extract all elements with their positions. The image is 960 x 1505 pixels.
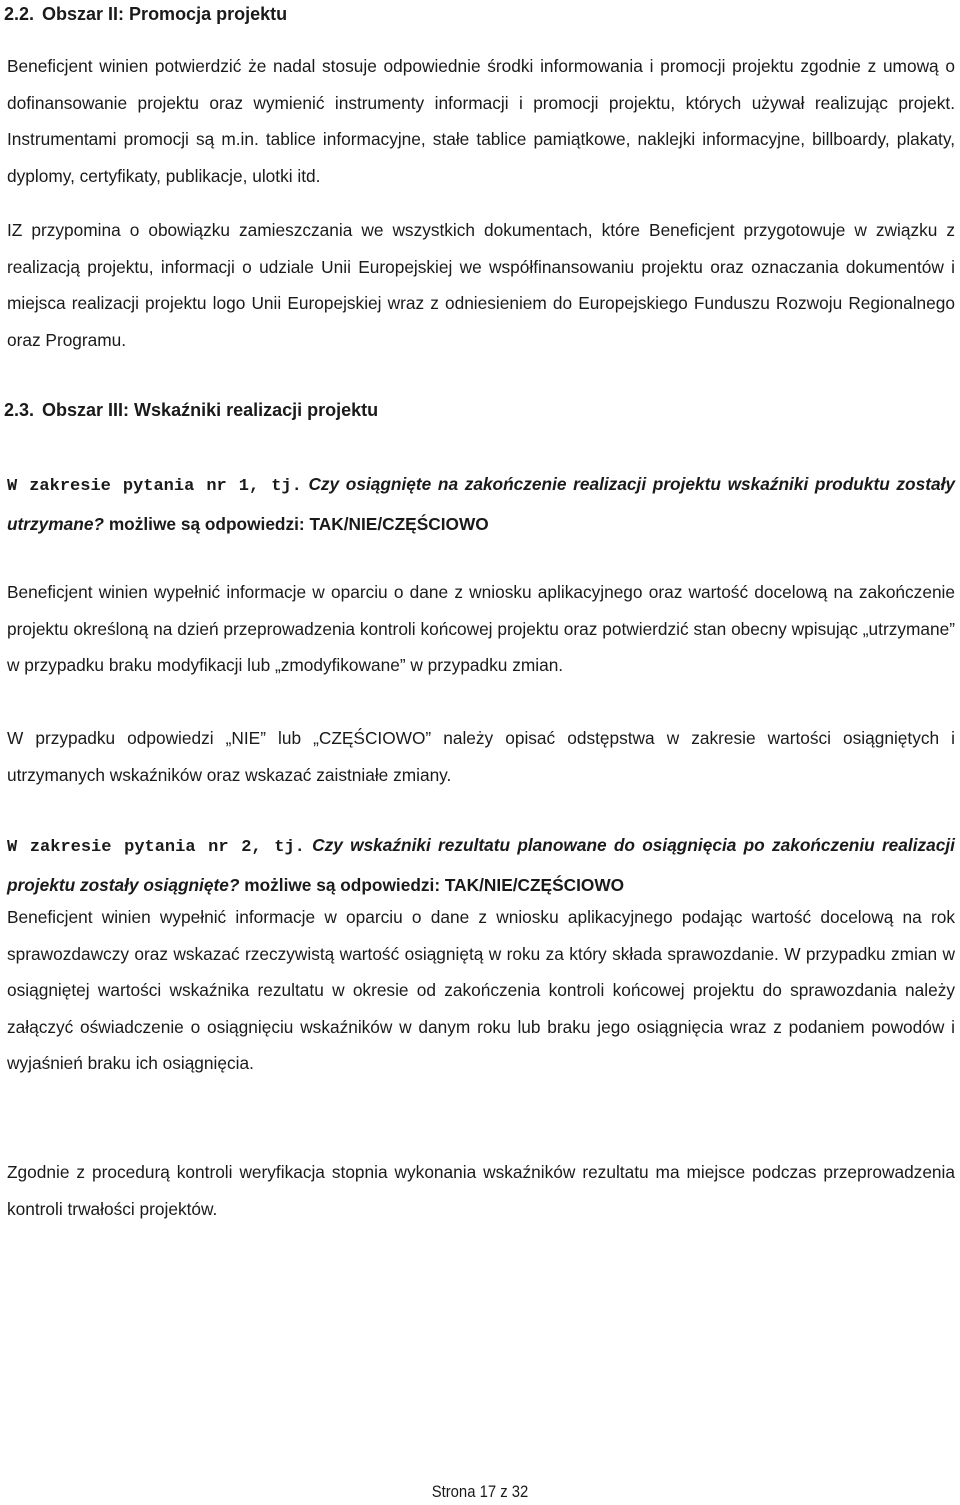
promotion-paragraph: Beneficjent winien potwierdzić że nadal stosuje odpowiednie środki informowania i promocji projektu zgodnie z umową o dofinansowanie projektu oraz wymienić instrumenty informacji i promocji projektu, których używał realizując projekt. Instrumentami promocji są m.in. tablice informacyjne, stałe tablice pamiątkowe, naklejki informacyjne, billboardy, plakaty, dyplomy, certyfikaty, publikacje, ulotki itd. (7, 56, 955, 186)
section-title: Obszar II: Promocja projektu (42, 4, 288, 24)
question-1-paragraph-1: Beneficjent winien wypełnić informacje w oparciu o dane z wniosku aplikacyjnego oraz wartość docelową na zakończenie projektu określoną na dzień przeprowadzenia kontroli końcowej projektu oraz potwierdzić stan obecny wpisując „utrzymane” w przypadku braku modyfikacji lub „zmodyfikowane” w przypadku zmian. (7, 582, 955, 675)
question-answers: możliwe są odpowiedzi: TAK/NIE/CZĘŚCIOWO (244, 874, 625, 895)
question-1 (7, 466, 955, 542)
section-number: 2.2. (4, 4, 35, 24)
question-2 (7, 827, 955, 903)
question-2-paragraph-1: Beneficjent winien wypełnić informacje w oparciu o dane z wniosku aplikacyjnego podając wartość docelową na rok sprawozdawczy oraz wskazać rzeczywistą wartość osiągniętą w roku za który składa sprawozdanie. W przypadku zmian w osiągniętej wartości wskaźnika rezultatu w okresie od zakończenia kontroli końcowej projektu do sprawozdania należy załączyć oświadczenie o osiągnięciu wskaźników w danym roku lub braku jego osiągnięcia wraz z podaniem powodów i wyjaśnień braku ich osiągnięcia. (7, 907, 955, 1073)
question-2-paragraph-2: Zgodnie z procedurą kontroli weryfikacja stopnia wykonania wskaźników rezultatu ma miejsce podczas przeprowadzenia kontroli trwałości projektów. (7, 1162, 955, 1219)
question-answers: możliwe są odpowiedzi: TAK/NIE/CZĘŚCIOWO (108, 513, 489, 534)
question-label: W zakresie pytania nr 2, tj. (7, 838, 305, 857)
section-heading-2-2 (4, 3, 287, 25)
eu-logo-paragraph: IZ przypomina o obowiązku zamieszczania we wszystkich dokumentach, które Beneficjent przygotowuje w związku z realizacją projektu, informacji o udziale Unii Europejskiej we współfinansowaniu projektu oraz oznaczania dokumentów i miejsca realizacji projektu logo Unii Europejskiej wraz z odniesieniem do Europejskiego Funduszu Rozwoju Regionalnego oraz Programu. (7, 220, 955, 350)
section-heading-2-3 (4, 399, 378, 421)
question-label: W zakresie pytania nr 1, tj. (7, 477, 302, 496)
section-title: Obszar III: Wskaźniki realizacji projektu (42, 400, 379, 420)
section-number: 2.3. (4, 400, 35, 420)
page-number: Strona 17 z 32 (431, 1483, 529, 1501)
question-1-paragraph-2: W przypadku odpowiedzi „NIE” lub „CZĘŚCIOWO” należy opisać odstępstwa w zakresie wartości osiągniętych i utrzymanych wskaźników oraz wskazać zaistniałe zmiany. (7, 728, 955, 785)
question-text: Czy wskaźniki rezultatu planowane do osiągnięcia po zakończeniu realizacji projektu zostały osiągnięte? (7, 835, 955, 895)
question-text: Czy osiągnięte na zakończenie realizacji projektu wskaźniki produktu zostały utrzymane? (7, 474, 955, 534)
page-footer (48, 1482, 912, 1502)
